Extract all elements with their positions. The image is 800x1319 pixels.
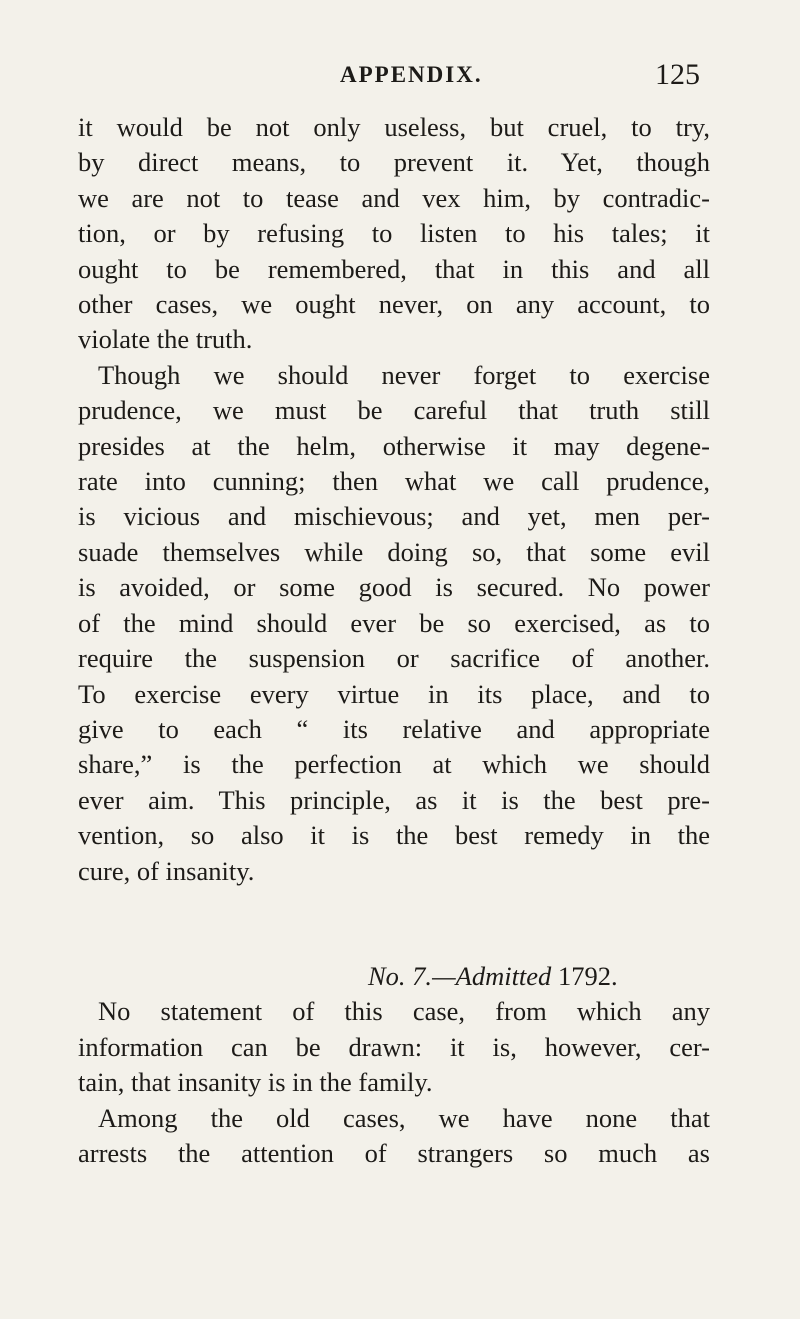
page-header: [0, 58, 800, 102]
section-spacer: [78, 889, 710, 959]
text-line: cure, of insanity.: [78, 855, 255, 886]
text-line: information can be drawn: it is, however, cer-: [78, 1031, 710, 1062]
text-line: of the mind should ever be so exercised, as to: [78, 607, 710, 638]
text-line: require the suspension or sacrifice of another.: [78, 643, 710, 674]
text-line: vention, so also it is the best remedy in the: [78, 820, 710, 851]
case-number: No. 7.: [368, 960, 433, 991]
body-text: [78, 110, 710, 1171]
text-line: other cases, we ought never, on any account, to: [78, 289, 710, 320]
running-head: APPENDIX.: [340, 62, 483, 87]
text-line: suade themselves while doing so, that some evil: [78, 536, 710, 567]
paragraph-1: [78, 110, 710, 358]
text-line: tion, or by refusing to listen to his tales; it: [78, 218, 710, 249]
text-line: To exercise every virtue in its place, and to: [78, 678, 710, 709]
text-line: arrests the attention of strangers so much as: [78, 1137, 710, 1168]
text-line: No statement of this case, from which any: [98, 996, 710, 1027]
text-line: is avoided, or some good is secured. No power: [78, 572, 710, 603]
text-line: presides at the helm, otherwise it may degene-: [78, 430, 710, 461]
paragraph-3: [78, 994, 710, 1100]
text-line: ought to be remembered, that in this and all: [78, 253, 710, 284]
text-line: is vicious and mischievous; and yet, men per-: [78, 501, 710, 532]
text-line: by direct means, to prevent it. Yet, though: [78, 147, 710, 178]
text-line: rate into cunning; then what we call prudence,: [78, 466, 710, 497]
case-year: 1792.: [557, 960, 618, 991]
text-line: Though we should never forget to exercise: [98, 359, 710, 390]
text-line: Among the old cases, we have none that: [98, 1102, 710, 1133]
paragraph-4: [78, 1101, 710, 1172]
case-label: —Admitted: [432, 960, 552, 991]
text-line: it would be not only useless, but cruel, to try,: [78, 112, 710, 142]
text-line: ever aim. This principle, as it is the best pre-: [78, 784, 710, 815]
text-line: give to each “ its relative and appropriate: [78, 713, 710, 744]
section-heading: [78, 959, 710, 994]
text-line: violate the truth.: [78, 324, 253, 355]
text-line: prudence, we must be careful that truth still: [78, 395, 710, 426]
paragraph-2: [78, 358, 710, 889]
text-line: tain, that insanity is in the family.: [78, 1067, 433, 1098]
page-number: 125: [655, 58, 700, 91]
text-line: we are not to tease and vex him, by contradic-: [78, 182, 710, 213]
text-line: share,” is the perfection at which we should: [78, 749, 710, 780]
